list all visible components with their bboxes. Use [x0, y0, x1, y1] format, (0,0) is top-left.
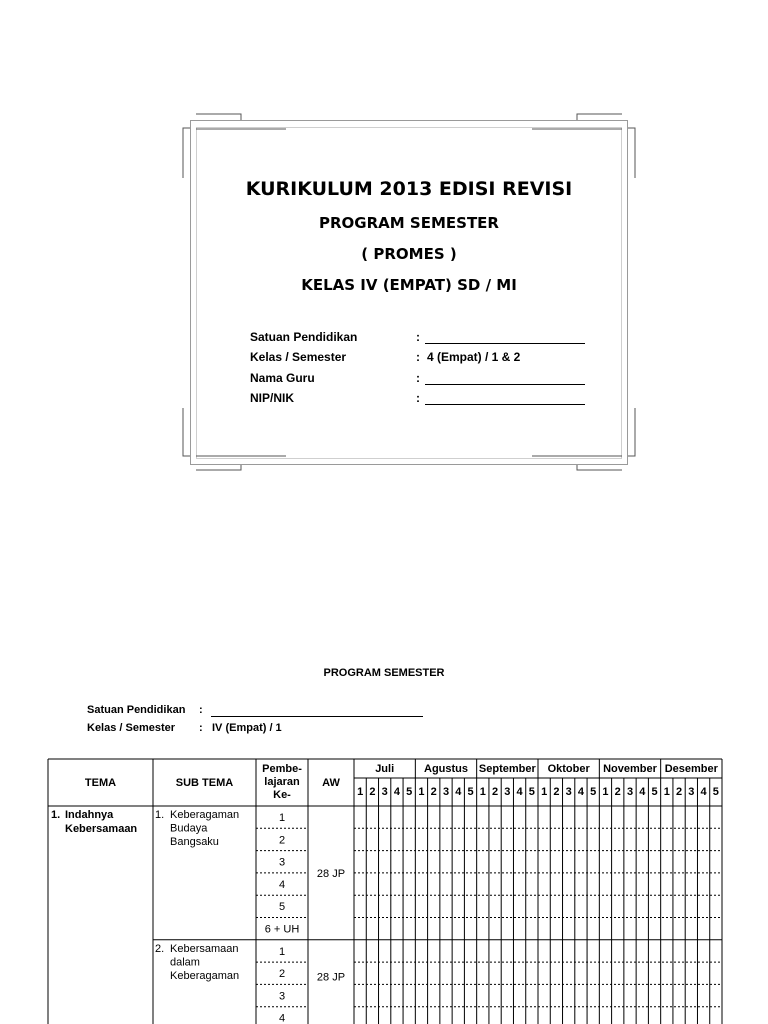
week-label: 3	[626, 786, 634, 798]
cover-abbr: ( PROMES )	[361, 245, 457, 263]
week-label: 5	[712, 786, 719, 798]
header-pembelajaran: lajaran	[264, 776, 300, 788]
week-label: 1	[541, 786, 548, 798]
month-label: Agustus	[424, 763, 468, 775]
week-label: 2	[492, 786, 499, 798]
subtema-name: Budaya	[170, 822, 208, 835]
month-label: September	[478, 763, 536, 775]
week-label: 5	[651, 786, 658, 798]
field-colon: :	[416, 371, 420, 385]
week-label: 3	[442, 786, 450, 798]
field-label: NIP/NIK	[250, 391, 295, 405]
subtema-name: Keberagaman	[170, 969, 240, 982]
field-colon: :	[416, 330, 420, 344]
week-label: 1	[479, 786, 486, 798]
month-label: Desember	[664, 763, 718, 775]
week-label: 3	[504, 786, 511, 798]
header-tema: TEMA	[84, 777, 117, 789]
week-label: 2	[553, 786, 560, 798]
month-label: November	[603, 763, 657, 775]
tema-number: 1.	[51, 809, 61, 821]
pembelajaran-number: 1	[278, 812, 286, 824]
subtema-name: dalam	[170, 956, 200, 969]
tema-name: Kebersamaan	[65, 823, 138, 835]
month-label: Oktober	[547, 763, 590, 775]
cover-subtitle: PROGRAM SEMESTER	[319, 214, 499, 232]
week-label: 3	[688, 786, 695, 798]
week-label: 5	[528, 786, 535, 798]
meta-label: Satuan Pendidikan	[87, 704, 186, 716]
week-label: 2	[369, 786, 376, 798]
pembelajaran-number: 2	[278, 834, 286, 847]
program-title: PROGRAM SEMESTER	[323, 667, 445, 679]
header-pembelajaran: Ke-	[273, 789, 291, 801]
field-label: Kelas / Semester	[250, 350, 347, 364]
subtema-number: 1.	[155, 809, 165, 821]
week-label: 4	[577, 786, 584, 798]
pembelajaran-number: 1	[278, 945, 286, 958]
cover-title: KURIKULUM 2013 EDISI REVISI	[245, 178, 573, 200]
week-label: 4	[393, 786, 400, 798]
pembelajaran-number: 4	[278, 878, 286, 891]
subtema-name: Kebersamaan	[170, 942, 239, 955]
field-label: Nama Guru	[250, 371, 315, 385]
week-label: 2	[614, 786, 621, 798]
week-label: 3	[381, 786, 388, 798]
tema-name: Indahnya	[65, 809, 114, 821]
week-label: 4	[455, 786, 462, 798]
week-label: 5	[406, 786, 413, 798]
pembelajaran-number: 2	[278, 968, 286, 981]
month-label: Juli	[375, 763, 395, 775]
week-label: 4	[700, 786, 707, 798]
week-label: 2	[676, 786, 683, 798]
header-subtema: SUB TEMA	[175, 777, 234, 789]
field-value: 4 (Empat) / 1 & 2	[427, 350, 521, 364]
pembelajaran-number: 6 + UH	[264, 923, 300, 936]
meta-colon: :	[199, 704, 203, 716]
aw-value: 28 JP	[316, 971, 346, 984]
subtema-name: Keberagaman	[170, 809, 240, 821]
header-aw: AW	[322, 777, 340, 789]
field-label: Satuan Pendidikan	[250, 330, 358, 344]
week-label: 1	[602, 786, 609, 798]
header-pembelajaran: Pembe-	[262, 763, 302, 775]
meta-label: Kelas / Semester	[87, 722, 176, 734]
field-colon: :	[416, 350, 420, 364]
pembelajaran-number: 5	[278, 901, 286, 914]
week-label: 3	[565, 786, 572, 798]
meta-value: IV (Empat) / 1	[212, 722, 282, 734]
week-label: 4	[639, 786, 646, 798]
week-label: 1	[418, 786, 425, 798]
field-colon: :	[416, 391, 420, 405]
week-label: 2	[430, 786, 437, 798]
cover-class: KELAS IV (EMPAT) SD / MI	[301, 276, 517, 294]
week-label: 4	[516, 786, 523, 798]
week-label: 1	[357, 786, 364, 798]
week-label: 5	[590, 786, 597, 798]
pembelajaran-number: 3	[278, 856, 286, 869]
aw-value: 28 JP	[316, 867, 346, 880]
week-label: 1	[663, 786, 670, 798]
pembelajaran-number: 4	[278, 1012, 286, 1024]
week-label: 5	[467, 786, 474, 798]
subtema-number: 2.	[155, 942, 165, 955]
meta-colon: :	[199, 722, 203, 734]
subtema-name: Bangsaku	[170, 836, 219, 848]
pembelajaran-number: 3	[278, 990, 286, 1003]
